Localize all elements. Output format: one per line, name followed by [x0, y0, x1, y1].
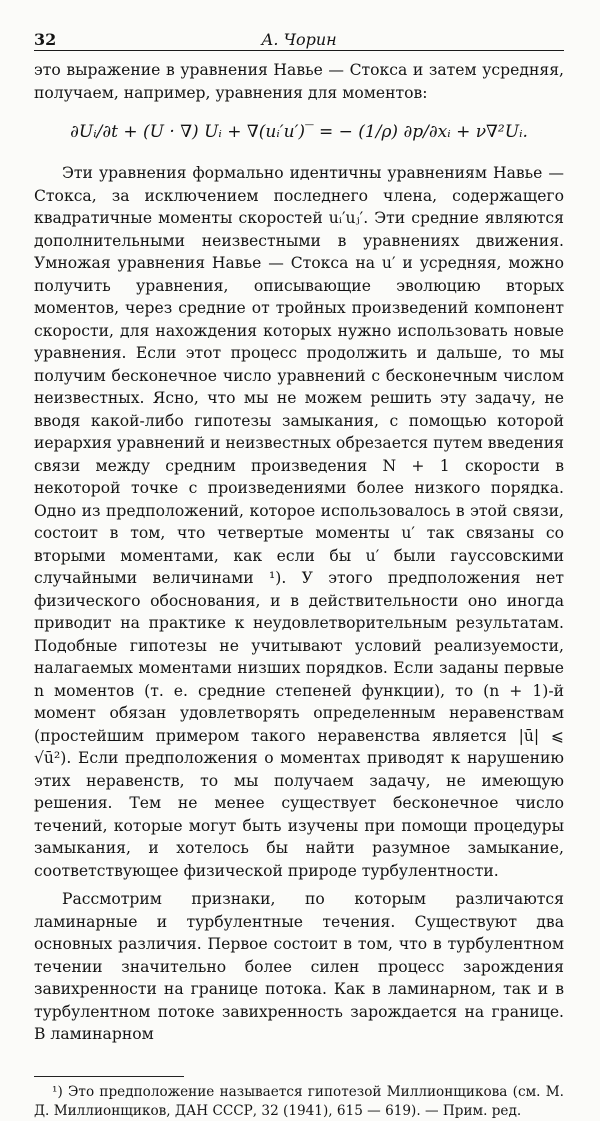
footnote-divider	[34, 1076, 184, 1077]
paragraph-2: Эти уравнения формально идентичны уравнениям Навье — Стокса, за исключением последнего члена, содержащего квадратичные моменты скоростей uᵢ′uⱼ′. Эти средние являются дополнительными неизвестными в уравнениях движения. Умножая уравнения Навье — Стокса на u′ и усредняя, можно получить уравнения, описывающие эволюцию вторых моментов, через средние от тройных произведений компонент скорости, для нахождения которых нужно использовать новые уравнения. Если этот процесс продолжить и дальше, то мы получим бесконечное число уравнений с бесконечным числом неизвестных. Ясно, что мы не можем решить эту задачу, не вводя какой-либо гипотезы замыкания, с помощью которой иерархия уравнений и неизвестных обрезается путем введения связи между средним произведения N + 1 скорости в некоторой точке с произведениями более низкого порядка. Одно из предположений, которое использовалось в этой связи, состоит в том, что четвертые моменты u′ так связаны со вторыми моментами, как если бы u′ были гауссовскими случайными величинами ¹). У этого предположения нет физического обоснования, и в действительности оно иногда приводит на практике к неудовлетворительным результатам. Подобные гипотезы не учитывают условий реализуемости, налагаемых моментами низших порядков. Если заданы первые n моментов (т. е. средние степеней функции), то (n + 1)-й момент обязан удовлетворять определенным неравенствам (простейшим примером такого неравенства является |ū| ⩽ √ū²). Если предположения о моментах приводят к нарушению этих неравенств, то мы получаем задачу, не имеющую решения. Тем не менее существует бесконечное число течений, которые могут быть изучены при помощи процедуры замыкания, и хотелось бы найти разумное замыкание, соответствующее физической природе турбулентности.	[34, 164, 564, 880]
paragraph-1: это выражение в уравнения Навье — Стокса и затем усредняя, получаем, например, уравнения для моментов:	[34, 61, 564, 102]
running-head: А. Чорин	[261, 30, 337, 49]
page-number: 32	[34, 30, 57, 49]
paragraph-3: Рассмотрим признаки, по которым различаются ламинарные и турбулентные течения. Существуют два основных различия. Первое состоит в том, что в турбулентном течении значительно более силен процесс зарождения завихренности на границе потока. Как в ламинарном, так и в турбулентном потоке завихренность зарождается на границе. В ламинарном	[34, 890, 564, 1043]
averaged-navier-stokes-formula: ∂Uᵢ/∂t + (U · ∇) Uᵢ + ∇(uᵢ′u′)‾ = − (1/ρ) ∂p/∂xᵢ + ν∇²Uᵢ.	[70, 122, 528, 142]
page-header	[34, 28, 564, 51]
footnote: ¹) Это предположение называется гипотезой Миллионщикова (см. М. Д. Миллионщиков, ДАН СССР, 32 (1941), 615 — 619). — Прим. ред.	[34, 1083, 564, 1119]
